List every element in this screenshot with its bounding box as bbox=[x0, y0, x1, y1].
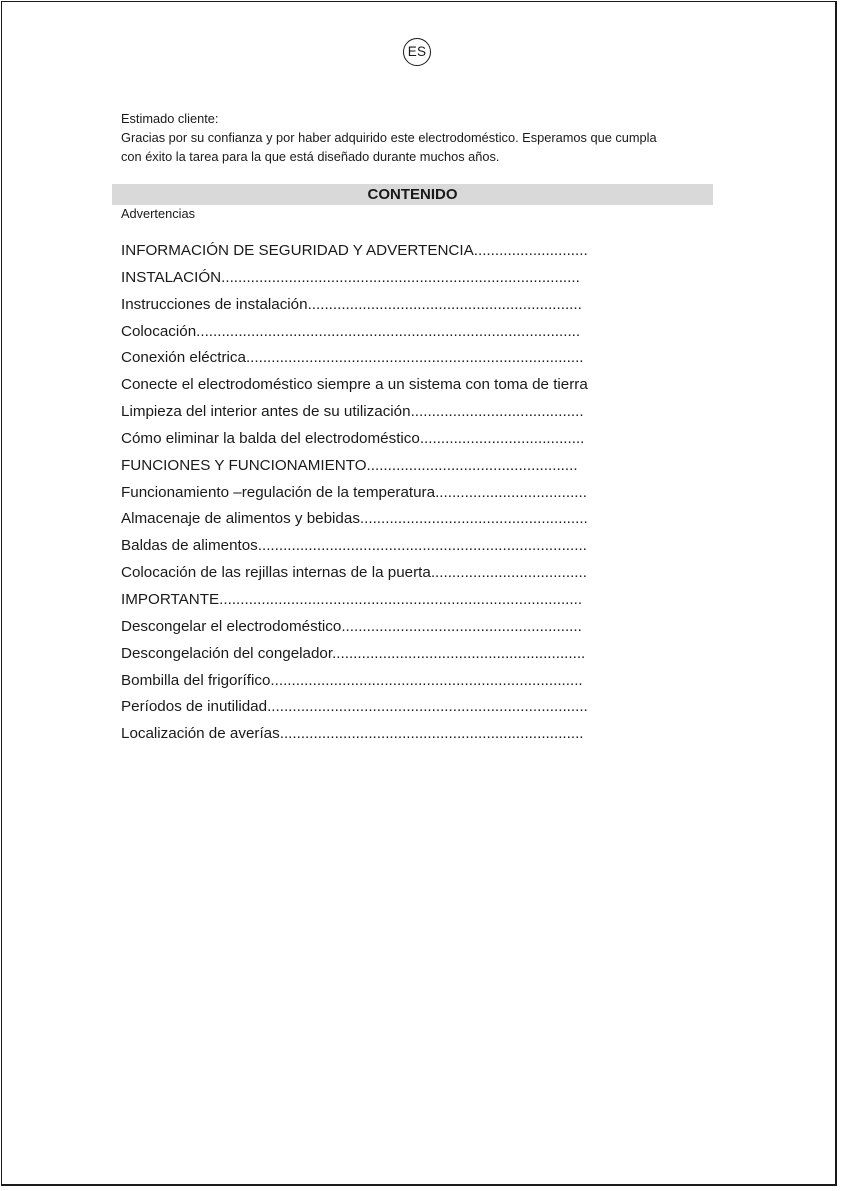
toc-item: Almacenaje de alimentos y bebidas...................................................... bbox=[121, 510, 588, 528]
toc-item: Baldas de alimentos.............................................................................. bbox=[121, 537, 587, 555]
toc-item: FUNCIONES Y FUNCIONAMIENTO.................................................. bbox=[121, 456, 578, 474]
toc-item: Cómo eliminar la balda del electrodoméstico....................................... bbox=[121, 429, 585, 447]
toc-item: Colocación........................................................................................... bbox=[121, 322, 581, 340]
toc-item: Instrucciones de instalación................................................................. bbox=[121, 295, 582, 313]
toc-item: Funcionamiento –regulación de la temperatura.................................... bbox=[121, 483, 587, 501]
intro-line-2: con éxito la tarea para la que está diseñado durante muchos años. bbox=[121, 149, 500, 164]
toc-item: Colocación de las rejillas internas de la puerta..................................... bbox=[121, 564, 587, 582]
toc-item: Limpieza del interior antes de su utilización......................................... bbox=[121, 403, 584, 421]
toc-item: Localización de averías........................................................................ bbox=[121, 725, 584, 743]
toc-item: Períodos de inutilidad............................................................................ bbox=[121, 698, 588, 716]
toc-item: Bombilla del frigorífico.......................................................................... bbox=[121, 671, 583, 689]
language-badge: ES bbox=[403, 38, 431, 66]
toc-item: Conecte el electrodoméstico siempre a un sistema con toma de tierra bbox=[121, 376, 588, 394]
table-of-contents bbox=[121, 238, 651, 748]
contents-subtitle: Advertencias bbox=[121, 206, 195, 221]
toc-item: IMPORTANTE...................................................................................... bbox=[121, 590, 583, 608]
toc-item: INFORMACIÓN DE SEGURIDAD Y ADVERTENCIA........................... bbox=[121, 242, 588, 259]
greeting: Estimado cliente: bbox=[121, 111, 219, 126]
intro-text bbox=[121, 109, 721, 166]
toc-item: Conexión eléctrica................................................................................ bbox=[121, 349, 584, 367]
toc-item: Descongelación del congelador............................................................ bbox=[121, 644, 586, 662]
toc-item: Descongelar el electrodoméstico......................................................... bbox=[121, 617, 582, 635]
contents-heading: CONTENIDO bbox=[112, 184, 713, 205]
intro-line-1: Gracias por su confianza y por haber adquirido este electrodoméstico. Esperamos que cumpla bbox=[121, 130, 657, 145]
toc-item: INSTALACIÓN..................................................................................... bbox=[121, 268, 580, 286]
